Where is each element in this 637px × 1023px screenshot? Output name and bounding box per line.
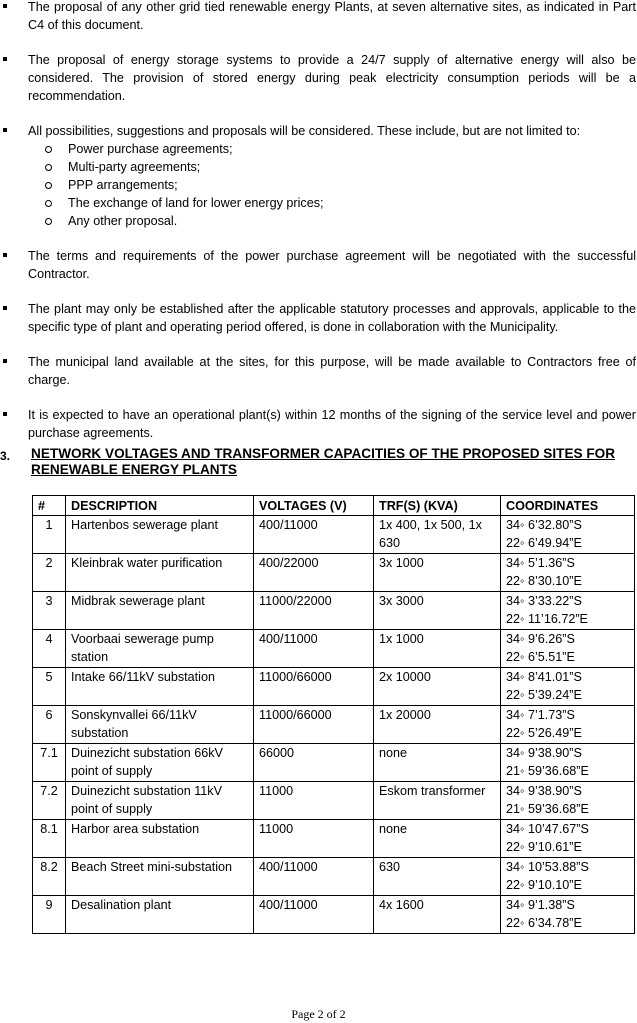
cell-voltages: 66000 xyxy=(254,744,374,782)
bullet-text: The municipal land available at the sites, for this purpose, will be made available to Contractors free of charge. xyxy=(28,355,636,387)
bullet-item xyxy=(0,406,637,442)
table-row xyxy=(33,630,635,668)
table-row xyxy=(33,744,635,782)
cell-transformers: 3x 1000 xyxy=(374,554,501,592)
sub-list-item xyxy=(0,158,636,176)
bullet-text: All possibilities, suggestions and proposals will be considered. These include, but are not limited to: xyxy=(28,124,581,138)
section-title: NETWORK VOLTAGES AND TRANSFORMER CAPACITIES OF THE PROPOSED SITES FOR RENEWABLE ENERGY PLANTS xyxy=(31,446,616,477)
sub-list-text: The exchange of land for lower energy prices; xyxy=(68,196,324,210)
table-body xyxy=(33,516,635,934)
square-bullet-icon xyxy=(3,122,9,132)
table-row xyxy=(33,782,635,820)
cell-number: 2 xyxy=(33,554,66,592)
latitude: 34◦ 9’6.26”S xyxy=(506,632,575,646)
latitude: 34◦ 6’32.80”S xyxy=(506,518,582,532)
cell-transformers: none xyxy=(374,820,501,858)
cell-coordinates xyxy=(501,668,635,706)
longitude: 21◦ 59’36.68”E xyxy=(506,802,589,816)
cell-description: Kleinbrak water purification xyxy=(66,554,254,592)
latitude: 34◦ 10’53.88”S xyxy=(506,860,589,874)
cell-coordinates xyxy=(501,896,635,934)
cell-number: 5 xyxy=(33,668,66,706)
longitude: 22◦ 5’26.49”E xyxy=(506,726,582,740)
table-row xyxy=(33,668,635,706)
cell-coordinates xyxy=(501,630,635,668)
cell-voltages: 11000/66000 xyxy=(254,706,374,744)
cell-coordinates xyxy=(501,744,635,782)
cell-transformers: 3x 3000 xyxy=(374,592,501,630)
cell-coordinates xyxy=(501,820,635,858)
column-header-number: # xyxy=(33,496,66,516)
latitude: 34◦ 3’33.22”S xyxy=(506,594,582,608)
column-header-description: DESCRIPTION xyxy=(66,496,254,516)
cell-voltages: 400/11000 xyxy=(254,630,374,668)
latitude: 34◦ 7’1.73”S xyxy=(506,708,575,722)
square-bullet-icon xyxy=(3,51,9,61)
cell-number: 4 xyxy=(33,630,66,668)
cell-description: Harbor area substation xyxy=(66,820,254,858)
cell-description: Sonskynvallei 66/11kV substation xyxy=(66,706,254,744)
cell-transformers: 1x 1000 xyxy=(374,630,501,668)
cell-coordinates xyxy=(501,554,635,592)
cell-voltages: 400/11000 xyxy=(254,896,374,934)
cell-voltages: 11000 xyxy=(254,782,374,820)
cell-description: Duinezicht substation 11kV point of supply xyxy=(66,782,254,820)
cell-coordinates xyxy=(501,706,635,744)
circle-bullet-icon xyxy=(45,194,52,207)
cell-transformers: 2x 10000 xyxy=(374,668,501,706)
cell-coordinates xyxy=(501,592,635,630)
bullet-item xyxy=(0,300,637,336)
cell-voltages: 400/11000 xyxy=(254,858,374,896)
table-row xyxy=(33,896,635,934)
bullet-item xyxy=(0,247,637,283)
sub-list-text: Power purchase agreements; xyxy=(68,142,233,156)
column-header-coordinates: COORDINATES xyxy=(501,496,635,516)
cell-description: Voorbaai sewerage pump station xyxy=(66,630,254,668)
square-bullet-icon xyxy=(3,353,9,363)
longitude: 21◦ 59’36.68”E xyxy=(506,764,589,778)
table-row xyxy=(33,858,635,896)
table-header-row xyxy=(33,496,635,516)
longitude: 22◦ 6’49.94”E xyxy=(506,536,582,550)
square-bullet-icon xyxy=(3,406,9,416)
table-row xyxy=(33,592,635,630)
square-bullet-icon xyxy=(3,0,9,8)
cell-voltages: 400/22000 xyxy=(254,554,374,592)
cell-voltages: 11000/66000 xyxy=(254,668,374,706)
cell-description: Intake 66/11kV substation xyxy=(66,668,254,706)
bullet-text: It is expected to have an operational plant(s) within 12 months of the signing of the service level and power purchase agreements. xyxy=(28,408,636,440)
circle-bullet-icon xyxy=(45,140,52,153)
cell-description: Duinezicht substation 66kV point of supply xyxy=(66,744,254,782)
latitude: 34◦ 10’47.67”S xyxy=(506,822,589,836)
cell-description: Hartenbos sewerage plant xyxy=(66,516,254,554)
longitude: 22◦ 5’39.24”E xyxy=(506,688,582,702)
sub-list-item xyxy=(0,176,636,194)
cell-number: 9 xyxy=(33,896,66,934)
cell-transformers: 1x 20000 xyxy=(374,706,501,744)
cell-number: 3 xyxy=(33,592,66,630)
latitude: 34◦ 5’1.36”S xyxy=(506,556,575,570)
cell-coordinates xyxy=(501,782,635,820)
page-footer: Page 2 of 2 xyxy=(291,1007,346,1021)
cell-voltages: 11000 xyxy=(254,820,374,858)
section-number: 3. xyxy=(0,449,11,463)
sub-list-text: PPP arrangements; xyxy=(68,178,178,192)
cell-transformers: 1x 400, 1x 500, 1x 630 xyxy=(374,516,501,554)
longitude: 22◦ 6’34.78”E xyxy=(506,916,582,930)
table-row xyxy=(33,706,635,744)
cell-number: 1 xyxy=(33,516,66,554)
bullet-item xyxy=(0,51,637,105)
column-header-voltages: VOLTAGES (V) xyxy=(254,496,374,516)
cell-transformers: 4x 1600 xyxy=(374,896,501,934)
circle-bullet-icon xyxy=(45,212,52,225)
sub-list-item xyxy=(0,212,636,230)
cell-number: 8.1 xyxy=(33,820,66,858)
circle-bullet-icon xyxy=(45,158,52,171)
cell-number: 7.2 xyxy=(33,782,66,820)
square-bullet-icon xyxy=(3,247,9,257)
bullet-list xyxy=(0,0,637,459)
cell-voltages: 11000/22000 xyxy=(254,592,374,630)
column-header-transformers: TRF(S) (KVA) xyxy=(374,496,501,516)
longitude: 22◦ 6’5.51”E xyxy=(506,650,575,664)
cell-number: 8.2 xyxy=(33,858,66,896)
cell-transformers: Eskom transformer xyxy=(374,782,501,820)
table-row xyxy=(33,516,635,554)
square-bullet-icon xyxy=(3,300,9,310)
latitude: 34◦ 8’41.01”S xyxy=(506,670,582,684)
sub-list-text: Any other proposal. xyxy=(68,214,178,228)
bullet-text: The terms and requirements of the power purchase agreement will be negotiated with the successful Contractor. xyxy=(28,249,636,281)
sites-table xyxy=(32,495,635,934)
longitude: 22◦ 8’30.10”E xyxy=(506,574,582,588)
cell-coordinates xyxy=(501,858,635,896)
sub-list-item xyxy=(0,194,636,212)
table-row xyxy=(33,820,635,858)
circle-bullet-icon xyxy=(45,176,52,189)
latitude: 34◦ 9’1.38”S xyxy=(506,898,575,912)
cell-transformers: none xyxy=(374,744,501,782)
bullet-text: The plant may only be established after the applicable statutory processes and approvals, applicable to the specific type of plant and operating period offered, is done in collaboration with the Municipality. xyxy=(28,302,636,334)
cell-description: Beach Street mini-substation xyxy=(66,858,254,896)
latitude: 34◦ 9’38.90”S xyxy=(506,784,582,798)
bullet-text: The proposal of energy storage systems to provide a 24/7 supply of alternative energy will also be considered. The provision of stored energy during peak electricity consumption periods will be a recommendation. xyxy=(28,53,636,103)
longitude: 22◦ 9’10.61”E xyxy=(506,840,582,854)
longitude: 22◦ 9’10.10”E xyxy=(506,878,582,892)
cell-description: Midbrak sewerage plant xyxy=(66,592,254,630)
sub-list-text: Multi-party agreements; xyxy=(68,160,201,174)
cell-voltages: 400/11000 xyxy=(254,516,374,554)
bullet-item xyxy=(0,0,637,34)
bullet-item xyxy=(0,353,637,389)
table-row xyxy=(33,554,635,592)
sub-list-item xyxy=(0,140,636,158)
cell-number: 7.1 xyxy=(33,744,66,782)
longitude: 22◦ 11’16.72”E xyxy=(506,612,588,626)
latitude: 34◦ 9’38.90”S xyxy=(506,746,582,760)
cell-transformers: 630 xyxy=(374,858,501,896)
cell-coordinates xyxy=(501,516,635,554)
cell-description: Desalination plant xyxy=(66,896,254,934)
cell-number: 6 xyxy=(33,706,66,744)
sub-list xyxy=(0,140,636,230)
bullet-item xyxy=(0,122,637,230)
bullet-text: The proposal of any other grid tied renewable energy Plants, at seven alternative sites, as indicated in Part C4 of this document. xyxy=(28,0,636,32)
